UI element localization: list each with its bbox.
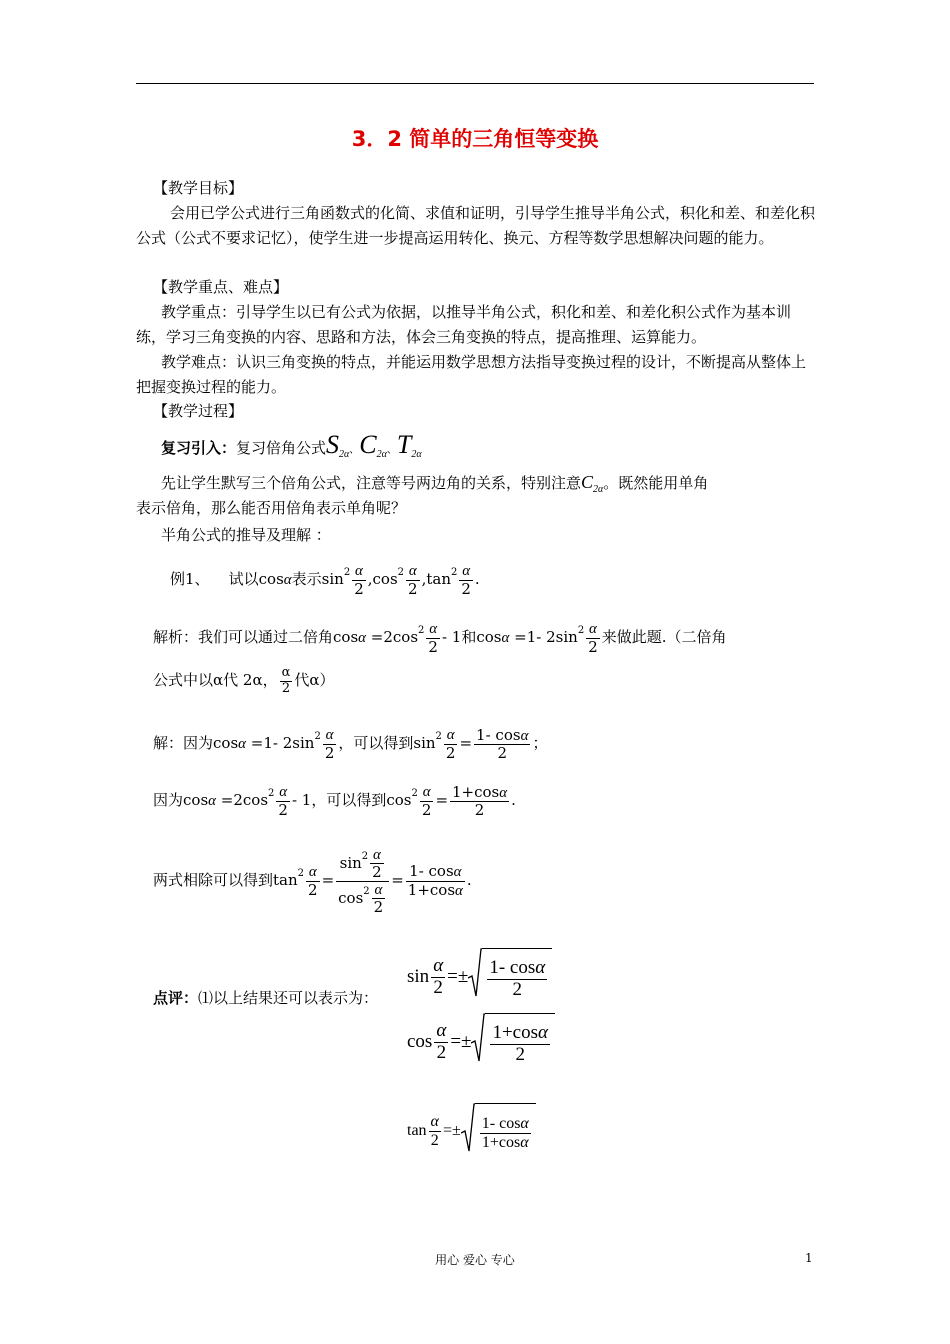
sol1-a: 解：因为 — [153, 734, 214, 752]
formula-sin-half: sin $\frac{\alpha}{2}$ =± $\frac{1- \cos\alpha}{2}$ — [407, 948, 552, 1007]
example-label: 例1、 — [170, 570, 210, 588]
comment-line — [153, 986, 378, 1011]
example-1 — [170, 550, 480, 603]
analysis-c: 来做此题.（二倍角 — [601, 628, 727, 646]
formula-sol2-given: $\cos\alpha =2\cos^2$ $\frac{\alpha}{2}$ - 1 — [183, 784, 312, 819]
solution-line-1 — [153, 714, 547, 767]
example-text-a: 试以 — [228, 570, 259, 588]
formula-cos-alpha: cosα — [258, 570, 292, 588]
page-title: 3．2 简单的三角恒等变换 — [351, 127, 599, 151]
formula-c2a: $C_{2\alpha}$ — [581, 472, 604, 495]
intro-text-c: 表示倍角，那么能否用倍角表示单角呢？ — [136, 499, 407, 517]
formula-cos-half: cos $\frac{\alpha}{2}$ =± $\frac{1+\cos\alpha}{2}$ — [407, 1013, 555, 1072]
difficult-text: 教学难点：认识三角变换的特点，并能运用数学思想方法指导变换过程的设计，不断提高从整体上把握变换过程的能力。 — [136, 353, 807, 396]
formula-example-expr: $\sin^2$ $\frac{\alpha}{2}$ $,\cos^2$ $\frac{\alpha}{2}$ $,\tan^2$ $\frac{\alpha}{2}$ . — [321, 563, 480, 598]
goals-heading: 【教学目标】 — [153, 179, 244, 197]
process-heading: 【教学过程】 — [153, 402, 244, 420]
formula-cos2-half: $\cos^2$ $\frac{\alpha}{2}$ = $\frac{1+\cos\alpha}{2}$ . — [386, 782, 516, 819]
formula-double-angle-symbols: $S_{2\alpha}$、$C_{2\alpha}$、$T_{2\alpha}$ — [326, 430, 422, 460]
half-angle-heading: 半角公式的推导及理解 ： — [161, 526, 331, 544]
analysis-b: 和 — [461, 628, 477, 646]
formula-sol1-given: cosα =1- $2\sin^2$ $\frac{\alpha}{2}$ — [213, 727, 335, 762]
top-rule — [136, 83, 814, 84]
intro-text-b: 。既然能用单角 — [603, 474, 709, 492]
sol2-a: 因为 — [153, 791, 184, 809]
key-text: 教学重点：引导学生以已有公式为依据，以推导半角公式，积化和差、和差化积公式作为基本训练，学习三角变换的内容、思路和方法，体会三角变换的特点，提高推理、运算能力。 — [136, 303, 792, 346]
sol3-a: 两式相除可以得到 — [153, 871, 274, 889]
review-label: 复习引入： — [161, 439, 237, 457]
formula-sin2-half: $\sin^2$ $\frac{\alpha}{2}$ = $\frac{1- \cos\alpha}{2}$ ； — [413, 725, 548, 762]
formula-alpha-half: $\frac{\alpha}{2}$ — [281, 665, 291, 696]
formula-tan-half: tan $\frac{\alpha}{2}$ =± $\frac{1- \cos\alpha}{1+\cos\alpha}$ — [407, 1103, 536, 1160]
comment-text: ⑴以上结果还可以表示为： — [198, 989, 379, 1007]
formula-cos-double-1: $\cos\alpha =2\cos^2$ $\frac{\alpha}{2}$ - 1 — [333, 621, 462, 656]
footer-text: 用心 爱心 专心 — [435, 1253, 515, 1267]
analysis-d: 公式中以α代 2α， — [153, 671, 278, 689]
solution-line-3 — [153, 834, 472, 920]
intro-text-a: 先让学生默写三个倍角公式，注意等号两边角的关系，特别注意 — [161, 474, 582, 492]
sol1-b: ，可以得到 — [338, 734, 414, 752]
solution-line-2 — [153, 771, 516, 824]
comment-label: 点评： — [153, 989, 199, 1007]
analysis-line-2 — [153, 660, 335, 700]
analysis-a: 解析：我们可以通过二倍角 — [153, 628, 334, 646]
goals-text: 会用已学公式进行三角函数式的化简、求值和证明，引导学生推导半角公式，积化和差、和差化积公式（公式不要求记忆），使学生进一步提高运用转化、换元、方程等数学思想解决问题的能力。 — [136, 204, 816, 247]
review-line — [161, 428, 422, 472]
formula-tan2-half: $\tan^2$ $\frac{\alpha}{2}$ = $\sin^2$ $\frac{\alpha}{2}$ $\cos^2$ $\frac{\alpha}{2}$ = $\frac{1- \cos\alpha}{1+\cos\alpha}$ . — [273, 846, 472, 916]
page-number: 1 — [805, 1251, 813, 1265]
analysis-e: 代α） — [294, 671, 335, 689]
sol2-b: ，可以得到 — [311, 791, 387, 809]
analysis-line — [153, 608, 727, 661]
review-text: 复习倍角公式 — [236, 439, 327, 457]
example-text-b: 表示 — [291, 570, 322, 588]
formula-cos-double-2: cosα =1- $2\sin^2$ $\frac{\alpha}{2}$ — [476, 621, 598, 656]
key-heading: 【教学重点、难点】 — [153, 278, 289, 296]
